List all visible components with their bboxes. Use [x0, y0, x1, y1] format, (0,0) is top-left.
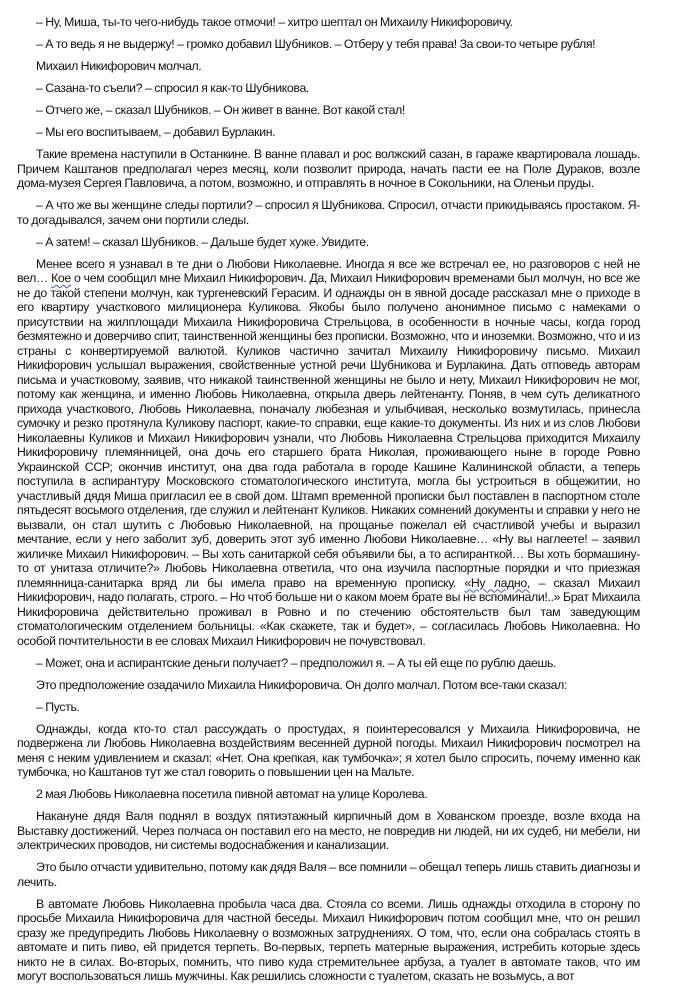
paragraph: – Ну, Миша, ты-то чего-нибудь такое отмочи! – хитро шептал он Михаилу Никифоровичу. — [36, 15, 513, 29]
paragraph: – А что же вы женщине следы портили? – спросил я Шубникова. Спросил, отчасти прикидываясь простаком. Я-то догадывался, зачем они портили следы. — [17, 198, 640, 227]
paragraph: – Может, она и аспирантские деньги получает? – предположил я. – А ты ей еще по рублю даешь. — [36, 655, 557, 670]
text-segment: о чем сообщил мне Михаил Никифорович. Да, Михаил Никифорович временами был молчун, но все же не до такой степени молчун, как тургеневский Герасим. И однажды он в явной досаде рассказал мне о приходе в его квартиру участкового милиционера Куликова. Якобы было получено анонимное письмо с намеками о присутствии на жилплощади Михаила Никифоровича Стрельцова, в особенности в ночные часы, когда город безмятежно и доверчиво спит, таинственной женщины без прописки. Возможно, что и иноземки. Возможно, что и из страны с конвертируемой валютой. Куликов частично зачитал Михаилу Никифоровичу письмо. Михаил Никифорович услышал выражения, свойственные устной речи Шубникова и Бурлакина. Дать отповедь авторам письма и участковому, заявив, что никакой таинственной женщины не было и нету, Михаил Никифорович не мог, потому как женщина, и именно Любовь Николаевна, открыла дверь лейтенанту. Поняв, в чем суть деликатного прихода участкового, Любовь Николаевна, поначалу любезная и улыбчивая, несколько возмутилась, принесла сумочку и резко протянула Куликову паспорт, какие-то справки, еще какие-то документы. Из них и из слов Любови Николаевны Куликов и Михаил Никифорович узнали, что Любовь Николаевна Стрельцова приходится Михаилу Никифоровичу племянницей, она дочь его старшего брата Николая, проживающего ныне в городе Ровно Украинской ССР; окончив институт, она два года работала в городе Кашине Калининской области, а теперь поступила в аспирантуру Московского стоматологического института, могла бы устроиться в общежитии, но участливый дядя Миша пригласил ее в свой дом. Штамп временной прописки был поставлен в паспортном столе пятьдесят восьмого отделения, где служил и лейтенант Куликов. Никаких сомнений документы и справки у него не вызвали, он стал шутить с Любовью Николаевной, на прощанье пожелал ей счастливой учебы и выразил мечтание, если у него заболит зуб, доверить этот зуб именно Любови Николаевне… «Ну вы наглеете! – заявил жиличке Михаил Никифорович. – Вы хоть санитаркой себя объявили бы, а то аспиранткой… Вы хоть бормашину-то от унитаза отличите?» Любовь Николаевна ответила, что она изучила паспортные порядки и что приезжая племянница-санитарка вряд ли бы имела право на временную прописку. — [17, 271, 640, 590]
paragraph: Это было отчасти удивительно, потому как дядя Валя – все помнили – обещал теперь лишь ставить диагнозы и лечить. — [17, 860, 640, 889]
paragraph: – А то ведь я не выдержу! – громко добавил Шубников. – Отберу у тебя права! За свои-то четыре рубля! — [36, 37, 596, 51]
paragraph: 2 мая Любовь Николаевна посетила пивной автомат на улице Королева. — [36, 787, 428, 801]
paragraph: Накануне дядя Валя поднял в воздух пятиэтажный кирпичный дом в Хованском проезде, возле входа на Выставку достижений. Через полчаса он поставил его на место, не повредив ни людей, ни их судеб, ни мебели, ни электрических проводов, ни системы водоснабжения и канализации. — [17, 809, 640, 852]
paragraph: – Отчего же, – сказал Шубников. – Он живет в ванне. Вот какой стал! — [36, 103, 405, 117]
spellcheck-flagged-word[interactable]: Кое — [51, 271, 71, 285]
paragraph: Михаил Никифорович молчал. — [36, 59, 202, 73]
text-segment: – сказал Михаил Никифорович, надо полагать, строго. – Но чтоб больше ни о каком моем брате вы не вспоминали!..» Брат Михаила Никифоровича действительно проживал в Ровно и по стечению обстоятельств был там заведующим стоматологическим отделением больницы. «Как скажете, так и будет», – согласилась Любовь Николаевна. Но особой почтительности в ее словах Михаил Никифорович не почувствовал. — [17, 575, 640, 648]
paragraph: – Сазана-то съели? – спросил я как-то Шубникова. — [36, 81, 309, 95]
paragraph: Такие времена наступили в Останкине. В ванне плавал и рос волжский сазан, в гараже квартировала лошадь. Причем Каштанов предполагал через месяц, коли позволит природа, начать пасти ее на Поле Дураков, возле дома-музея Сергея Павловича, а потом, возможно, и отправлять в ночное в Сокольники, на Оленьи пруды. — [17, 147, 640, 190]
paragraph: – Пусть. — [36, 699, 80, 714]
paragraph: – А затем! – сказал Шубников. – Дальше будет хуже. Увидите. — [36, 234, 369, 249]
paragraph: В автомате Любовь Николаевна пробыла часа два. Стояла со всеми. Лишь однажды отходила в сторону по просьбе Михаила Никифоровича для частной беседы. Михаил Никифорович потом сообщил мне, что он решил сразу же предупредить Любовь Николаевну о возможных затруднениях. О том, что, если она собралась стоять в автомате и пить пиво, ей придется терпеть. Во-первых, терпеть матерные выражения, истребить которые здесь никто не в силах. Во-вторых, помнить, что пиво куда стремительнее арбуза, а туалет в автомате таков, что им могут воспользоваться лишь мужчины. Как решились сложности с туалетом, сказать не возьмусь, а вот — [17, 896, 640, 983]
spellcheck-flagged-word[interactable]: «Ну ладно, — [464, 575, 530, 590]
paragraph: Однажды, когда кто-то стал рассуждать о простудах, я поинтересовался у Михаила Никифоровича, не подвержена ли Любовь Николаевна воздействиям весенней дурной погоды. Михаил Никифорович посмотрел на меня с неким удивлением и сказал: «Нет. Она крепкая, как тумбочка»; я хотел было спросить, почему именно как тумбочка, но Каштанов тут же стал говорить о повышении цен на Мальте. — [17, 721, 640, 779]
document-page — [17, 15, 640, 991]
paragraph — [17, 257, 640, 649]
paragraph: – Мы его воспитываем, – добавил Бурлакин. — [36, 125, 276, 139]
text-segment: Менее всего я узнавал в те дни о Любови Николаевне. Иногда я все же встречал ее, но разговоров с ней не вел… — [17, 256, 640, 285]
paragraph: Это предположение озадачило Михаила Никифоровича. Он долго молчал. Потом все-таки сказал: — [36, 677, 568, 692]
